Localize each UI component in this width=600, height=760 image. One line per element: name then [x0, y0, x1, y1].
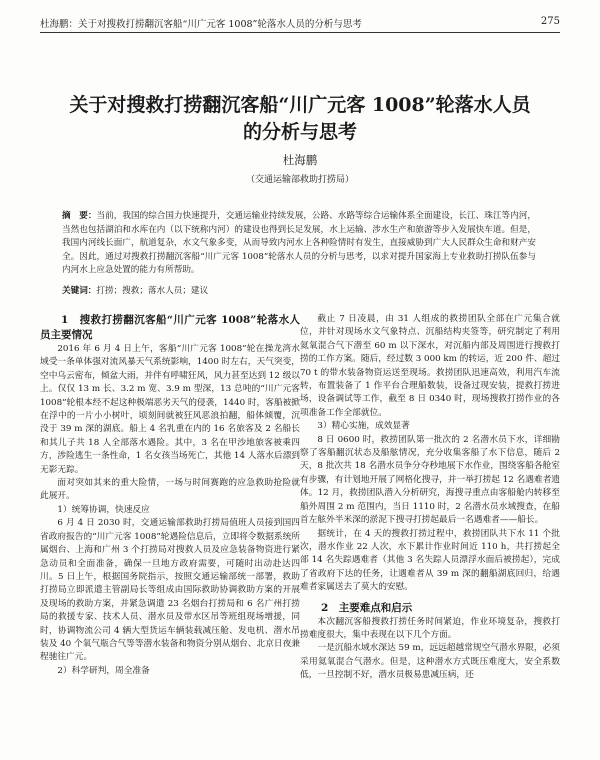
affiliation: （交通运输部救助打捞局）	[245, 175, 354, 185]
keywords	[62, 284, 536, 296]
keywords-text: 打捞；搜救；落水人员；建议	[96, 286, 209, 296]
abstract-label: 摘 要：	[62, 211, 97, 221]
subheading: 2）科学研判，周全准备	[57, 665, 150, 676]
right-column	[300, 313, 560, 683]
page-number: 275	[540, 16, 560, 27]
section-1-heading: 1 搜救打捞翻沉客船“川广元客 1008”轮落水人员主要情况	[40, 314, 300, 341]
author: 杜海鹏	[282, 153, 318, 167]
abstract-text: 当前，我国的综合国力快速提升，交通运输业持续发展，公路、水路等综合运输体系全面建设，长江、珠江等内河，当然也包括湖泊和水库在内（以下统称内河）的建设也得到长足发展，水上运输、涉水生产和旅游等步入发展快车道。但是，我国内河线长面广，航道复杂，水文气象多变，从而导致内河水上各种险情时有发生，直接威胁到广大人民群众生命和财产安全。因此，通过对搜救打捞翻沉客船“川广元客 1008”轮落水人员的分析与思考，以求对提升国家海上专业救助打捞队伍参与内河水上应急处置的能力有所帮助。	[62, 211, 536, 276]
paragraph: 8 日 0600 时，救捞团队第一批次的 2 名潜水员下水，详细勘察了客船翻沉状态及船舷情况，充分收集客船了水下信息，随后 2 天，8 批次共 18 名潜水员争分夺秒地展下水作业，围绕客船各舱室有步骤，有计划地开展了网格化搜寻，并一举打捞起 12 名遇难者遗体。12 月，救捞团队潜入分析研究，海搜寻重点由客船舱内转移至船外周围 2 m 范围内，当日 1110 时，2 名潜水员水域搜查，在船首左舷外半米深的淤泥下搜寻打捞起最后一名遇难者——船长。	[300, 434, 560, 526]
section-2-heading: 2 主要难点和启示	[321, 601, 413, 614]
paragraph: 6 月 4 日 2030 时，交通运输部救助打捞局值班人员接到国四省政府报告的“川广元客 1008”轮遇险信息后，立即将令数据系统所属烟台、上海和广州 3 个打捞局对搜救人员及应急装备物资进行紧急动员和全面准备，确保一旦地方政府需要，可随时出动赴达四川。5 日上午，根据国务院指示，按照交通运输部统一部署，救助打捞局立即派遣主管副局长等组成由国际救助协调救助方案的开展及现场的救助方案，并紧急调遣 23 名烟台打捞局和 6 名广州打捞局的救援专家、技术人员、潜水员及带水区吊等班组现场增援，同时，协调物流公司 4 辆大型货运车辆装载减压舱、发电机、潜水吊装及 40 个氧气瓶合气等等潜水装备和物资分别从烟台、北京日夜兼程驰往广元。	[40, 518, 300, 663]
paragraph: 2016 年 6 月 4 日上午，客船“川广元客 1008”轮在操龙湾水域受一条单体强对流风暴天气系统影响，1400 时左右，天气突变，空中乌云密布，倾盆大雨，并伴有呼啸狂风，风力甚至达到 12 级以上。仅仅 13 m 长、3.2 m 宽、3.9 m 型深，13 总吨的“川广元客 1008”轮根本经不起这种极端恶劣天气的侵袭，1440 时，客船被掀在浮中的一片小小树叶，顷刻间就被狂风恶浪拍翻，船体倾覆，沉没于 39 m 深的湖底。船上 4 名乳重在内的 16 名旅客及 2 名船长和其儿子共 18 人全部落水遇险。其中，3 名在甲沙地旅客被乘四方，涉险逃生一条性命，1 名女孩当场死亡，其他 14 人落水后漂到无影无踪。	[40, 344, 300, 475]
paragraph: 一是沉船水域水深达 59 m，远远超越常规空气潜水界限，必须采用氦氧混合气潜水。但是，这种潜水方式既压难度大，安全系数低，一旦控制不好，潜水员极易患减压病，还	[300, 643, 560, 681]
paragraph: 面对突如其来的重大险情，一场与时间赛跑的应急救助抢险就此展开。	[40, 478, 300, 502]
paragraph: 本次翻沉客船搜救打捞任务时间紧迫，作业环境复杂，搜救打捞难度很大，集中表现在以下几个方面。	[300, 616, 560, 640]
subheading: 3）精心实施，成效显著	[317, 421, 410, 432]
paragraph: 据统计，在 4 天的搜救打捞过程中，救捞团队共下水 11 个批次，潜水作业 22 人次，水下累计作业时间近 110 h，共打捞起全部 14 名失踪遇难者（其他 3 名失踪人员漂浮水面后被捞起），完成了省政府下达的任务，让遇难者从 39 m 深的翻船湖底回归，给遇难者家属送去了莫大的安慰。	[300, 528, 560, 593]
subheading: 1）统筹协调，快速反应	[57, 504, 150, 515]
running-header	[40, 14, 560, 33]
article-title: 关于对搜救打捞翻沉客船“川广元客 1008”轮落水人员的分析与思考	[69, 94, 531, 143]
running-title: 杜海鹏：关于对搜救打捞翻沉客船“川广元客 1008”轮落水人员的分析与思考	[40, 19, 362, 30]
keywords-label: 关键词：	[62, 286, 97, 296]
left-column	[40, 313, 300, 678]
paragraph: 截止 7 日凌晨，由 31 人组成的救捞团队全部在广元集合就位，并针对现场水文气象特点、沉船结构夹签等，研究制定了利用氦氧混合气下潜至 60 m 以下深水，对沉船内部及周围进行搜救打捞的工作方案。随后，经过数 3 000 km 的转运，近 200 件、超过 70 t 的带水装备物资运送至现场。救捞团队迅速高效，利用汽车流转，布置装备了 1 作平台合理船数装，设备过现安装，提救打捞进场，设备调试等工作，截至 8 日 0340 时，现场搜救打捞作业的各项准备工作全部就位。	[300, 314, 560, 418]
abstract	[62, 210, 536, 278]
